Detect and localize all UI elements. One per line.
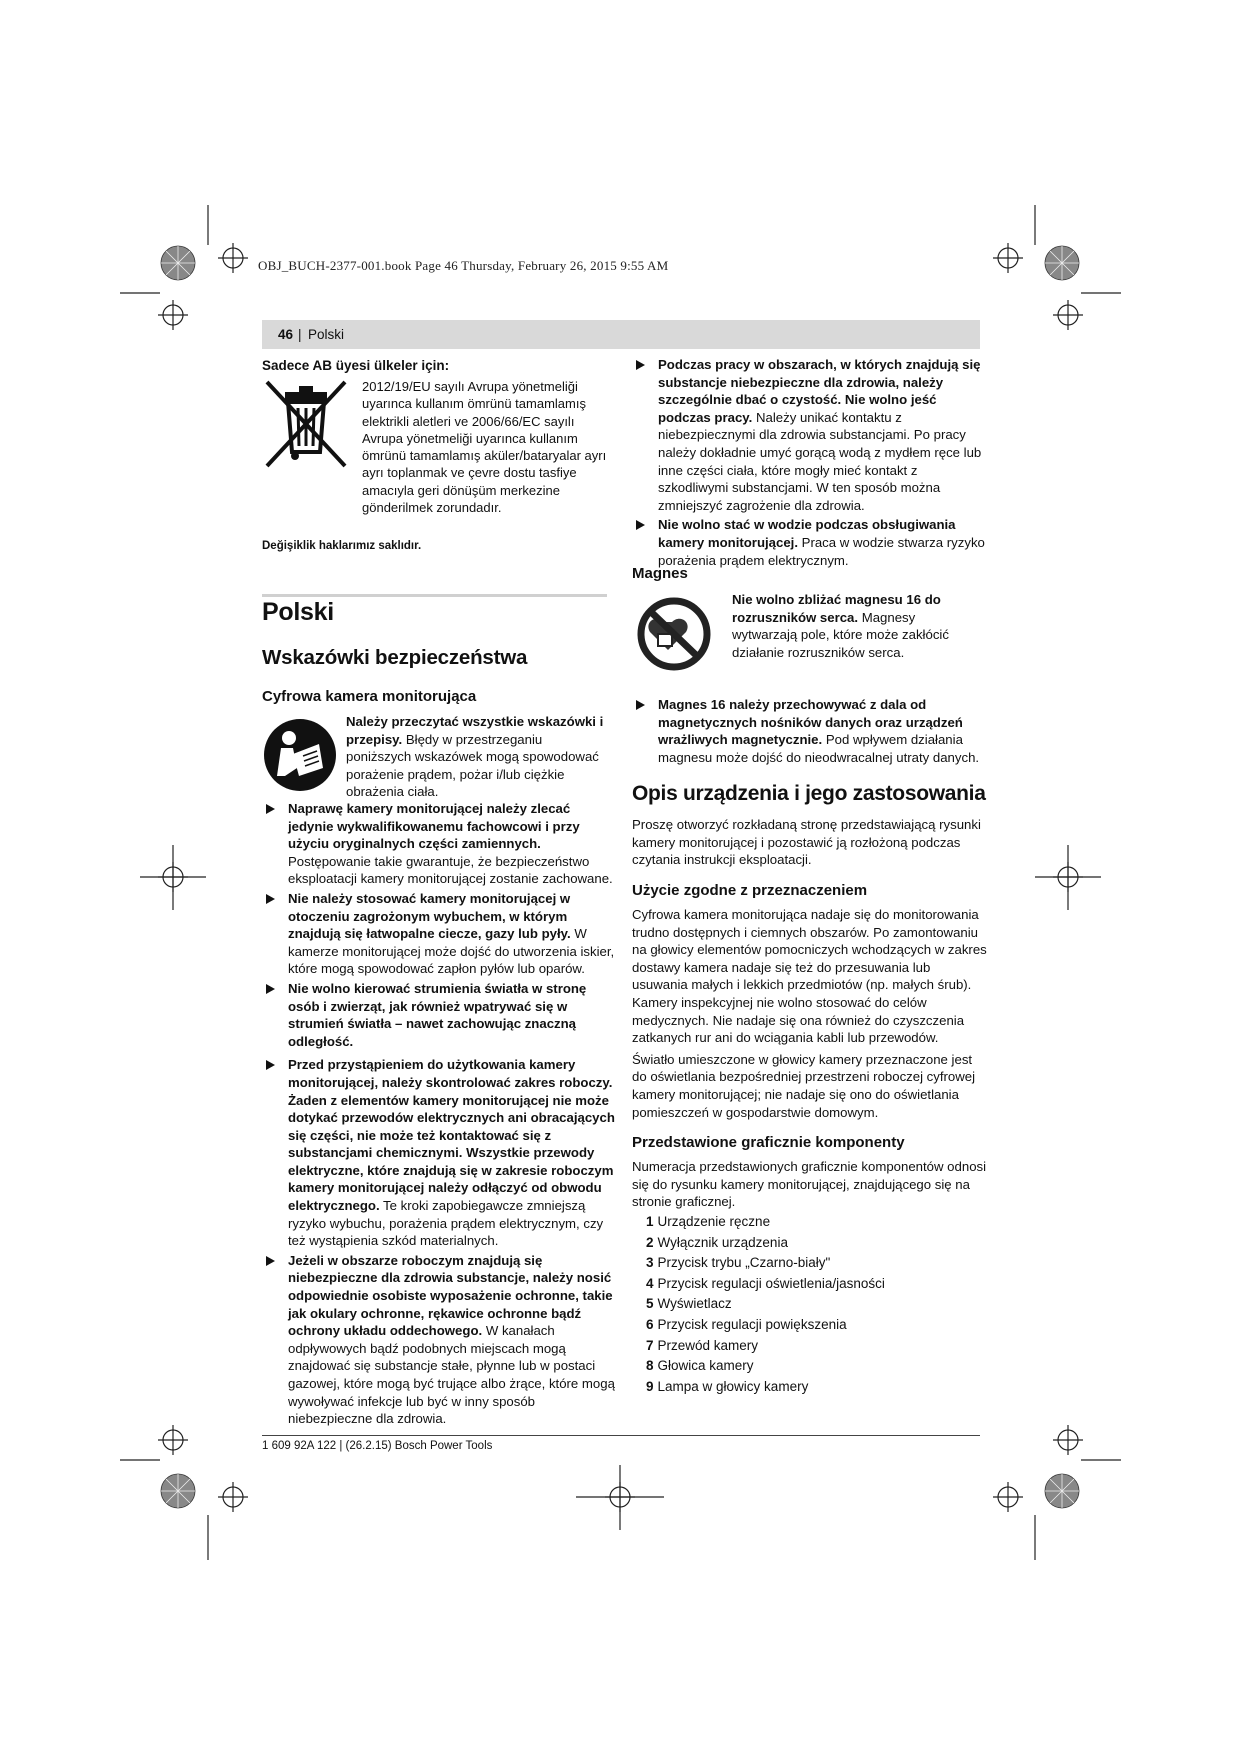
bullet-light-beam: Nie wolno kierować strumienia światła w stronę osób i zwierząt, jak również wpatrywać się w strumień światła – nawet zachowując znaczną odległość. <box>262 980 617 1050</box>
print-header: OBJ_BUCH-2377-001.book Page 46 Thursday, February 26, 2015 9:55 AM <box>258 258 669 273</box>
section-divider-left <box>262 594 607 597</box>
component-item: 1 Urządzenie ręczne <box>646 1214 771 1229</box>
component-item: 5 Wyświetlacz <box>646 1296 732 1312</box>
no-pacemaker-icon <box>636 596 712 672</box>
header-separator: | <box>298 327 302 342</box>
description-heading: Opis urządzenia i jego zastosowania <box>632 782 986 805</box>
magnet-bullet: Magnes 16 należy przechowywać z dala od magnetycznych nośników danych oraz urządzeń wrażliwych magnetycznie. Pod wpływem działania magnesu może dojść do nieodwracalnej utraty danych. <box>632 696 987 766</box>
left-bullets <box>262 800 617 1428</box>
intended-use-p2: Kamery inspekcyjnej nie wolno stosować do celów medycznych. Nie nadaje się ona również do czyszczenia zatkanych rur ani do wciągania kabli lub przewodów. <box>632 994 965 1046</box>
component-item: 3 Przycisk trybu „Czarno-biały" <box>646 1255 831 1271</box>
magnet-warning: Nie wolno zbliżać magnesu 16 do rozruszników serca. Magnesy wytwarzają pole, które może zakłócić działanie rozruszników serca. <box>732 592 949 660</box>
bullet-water: Nie wolno stać w wodzie podczas obsługiwania kamery monitorującej. Praca w wodzie stwarza ryzyko porażenia prądem elektrycznym. <box>632 516 987 569</box>
intended-use-heading: Użycie zgodne z przeznaczeniem <box>632 882 868 899</box>
components-heading: Przedstawione graficznie komponenty <box>632 1134 905 1151</box>
description-text: Proszę otworzyć rozkładaną stronę przedstawiającą rysunki kamery monitorującej i pozostawić ją rozłożoną podczas czytania instrukcji eksploatacji. <box>632 817 981 868</box>
camera-heading: Cyfrowa kamera monitorująca <box>262 688 477 705</box>
intended-use-p1: Cyfrowa kamera monitorująca nadaje się do monitorowania trudno dostępnych i ciemnych obszarów. Po zamontowaniu na głowicy elementów pomocniczych wchodzących w zakres dostawy kamera nadaje się też do przesuwania lub usuwania małych i lekkich przedmiotów (np. małych śrub). <box>632 907 987 993</box>
intended-use-text <box>632 906 987 1121</box>
turkish-change-note: Değişiklik haklarımız saklıdır. <box>262 540 422 552</box>
safety-heading: Wskazówki bezpieczeństwa <box>262 646 528 669</box>
crossed-bin-icon <box>263 378 349 470</box>
page-header <box>262 320 980 349</box>
bullet-check-area: Przed przystąpieniem do użytkowania kamery monitorującej, należy skontrolować zakres roboczy. Żaden z elementów kamery monitorującej nie może dotykać przewodów elektrycznych ani obracających się części, nie może też kontaktować się z substancjami chemicznymi. Wszystkie przewody elektryczne, które znajdują się w zakresie roboczym kamery monitorującej należy odłączyć od obwodu elektrycznego. Te kroki zapobiegawcze zmniejszą ryzyko wybuchu, porażenia prądem elektrycznym, czy też wystąpienia szkód materialnych. <box>262 1056 617 1250</box>
intended-use-p3: Światło umieszczone w głowicy kamery przeznaczone jest do oświetlania bezpośredniej przestrzeni roboczej cyfrowej kamery monitorującej; nie nadaje się ono do oświetlania pomieszczeń w gospodarstwie domowym. <box>632 1051 976 1120</box>
read-instructions <box>346 713 608 801</box>
turkish-disposal-title: Sadece AB üyesi ülkeler için: <box>262 358 450 373</box>
footer-rule <box>262 1435 980 1436</box>
component-item: 6 Przycisk regulacji powiększenia <box>646 1316 847 1332</box>
read-instructions-text: Błędy w przestrzeganiu poniższych wskazówek mogą spowodować porażenie prądem, pożar i/lub ciężkie obrażenia ciała. <box>346 731 599 800</box>
components-intro: Numeracja przedstawionych graficznie komponentów odnosi się do rysunku kamery monitorującej, znajdującego się na stronie graficznej. <box>632 1159 987 1210</box>
magnet-heading: Magnes <box>632 565 688 582</box>
component-item: 9 Lampa w głowicy kamery <box>646 1378 809 1394</box>
component-item: 4 Przycisk regulacji oświetlenia/jasności <box>646 1275 885 1291</box>
component-item: 7 Przewód kamery <box>646 1337 759 1353</box>
components-list <box>646 1212 986 1397</box>
bullet-protective-gear: Jeżeli w obszarze roboczym znajdują się niebezpieczne dla zdrowia substancje, należy nosić odpowiednie osobiste wyposażenie ochronne, takie jak okulary ochronne, rękawice ochronne bądź ochrony układu oddechowego. W kanałach odpływowych bądź podobnych miejscach mogą znajdować się substancje stałe, płynne lub w postaci gazowej, które mogą być trujące albo żrące, które mogą wywoływać infekcje lub być w inny sposób niebezpieczne dla zdrowia. <box>262 1252 617 1428</box>
section-title-polski: Polski <box>262 598 334 626</box>
bullet-cleanliness: Podczas pracy w obszarach, w których znajdują się substancje niebezpieczne dla zdrowia, należy szczególnie dbać o czystość. Nie wolno jeść podczas pracy. Należy unikać kontaktu z niebezpiecznymi dla zdrowia substancjami. Po pracy należy dokładnie umyć gorącą wodą z mydłem ręce lub inne części ciała, które mogły mieć kontakt z szkodliwymi substancjami. W ten sposób można zmniejszyć zagrożenie dla zdrowia. <box>632 356 987 514</box>
read-instructions-bold: Należy przeczytać wszystkie wskazówki i przepisy. <box>346 714 604 747</box>
component-item: 2 Wyłącznik urządzenia <box>646 1234 788 1250</box>
component-item: 8 Głowica kamery <box>646 1358 754 1374</box>
right-bullets <box>632 356 987 569</box>
bullet-repair: Naprawę kamery monitorującej należy zlecać jedynie wykwalifikowanemu fachowcowi i przy użyciu oryginalnych części zamiennych. Postępowanie takie gwarantuje, że bezpieczeństwo eksploatacji kamery monitorującej zostanie zachowane. <box>262 800 617 888</box>
header-language: Polski <box>308 327 345 342</box>
page-number: 46 <box>278 327 294 342</box>
page-footer: 1 609 92A 122 | (26.2.15) Bosch Power Tools <box>262 1440 493 1452</box>
turkish-disposal-text: 2012/19/EU sayılı Avrupa yönetmeliği uyarınca kullanım ömrünü tamamlamış elektrikli aletleri ve 2006/66/EC sayılı Avrupa yönetmeliği uyarınca kullanım ömrünü tamamlamış aküler/bataryalar ayrı ayrı toplanmak ve çevre dostu tasfiye amacıyla geri dönüşüm merkezine gönderilmek zorundadır. <box>362 379 607 516</box>
read-manual-icon <box>263 718 337 792</box>
bullet-explosive: Nie należy stosować kamery monitorującej w otoczeniu zagrożonym wybuchem, w którym znajdują się łatwopalne ciecze, gazy lub pyły. W kamerze monitorującej może dojść do utworzenia iskier, które mogą spowodować zapłon pyłów lub oparów. <box>262 890 617 978</box>
